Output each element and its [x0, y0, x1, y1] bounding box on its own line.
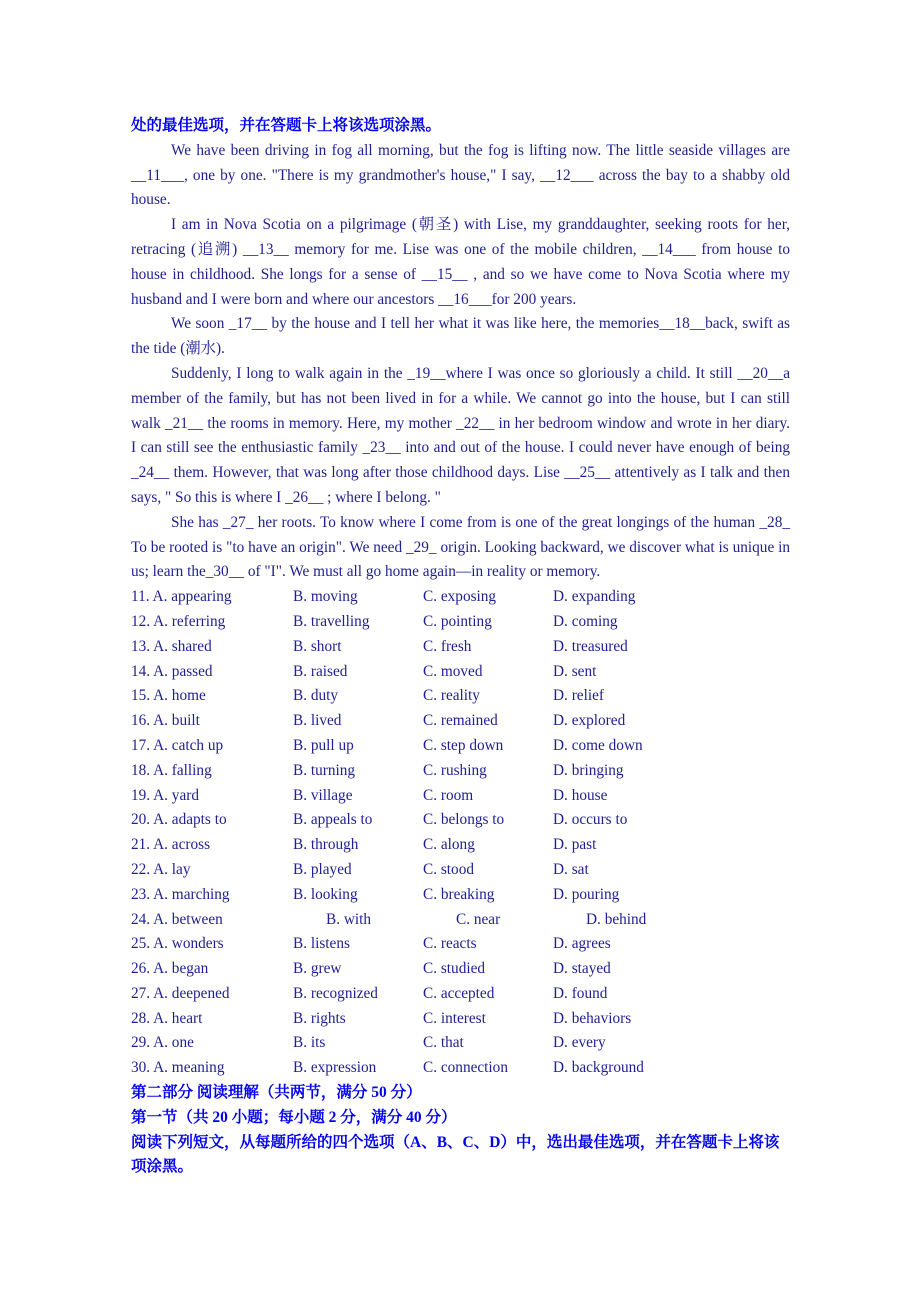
- option-d: D. relief: [553, 687, 604, 705]
- option-c: C. accepted: [423, 984, 495, 1002]
- option-d: D. found: [553, 984, 608, 1002]
- option-c: C. reality: [423, 687, 480, 705]
- option-c: C. connection: [423, 1059, 508, 1077]
- option-a: 19. A. yard: [131, 786, 199, 804]
- question-16-options: [131, 709, 790, 734]
- question-29-options: [131, 1031, 790, 1056]
- question-27-options: [131, 982, 790, 1007]
- option-b: B. raised: [293, 662, 348, 680]
- option-d: D. sat: [553, 860, 589, 878]
- option-b: B. appeals to: [293, 811, 373, 829]
- option-a: 16. A. built: [131, 712, 200, 730]
- option-d: D. occurs to: [553, 811, 628, 829]
- option-c: C. belongs to: [423, 811, 505, 829]
- question-22-options: [131, 858, 790, 883]
- question-19-options: [131, 784, 790, 809]
- option-a: 23. A. marching: [131, 885, 230, 903]
- question-15-options: [131, 684, 790, 709]
- options-list: [131, 585, 790, 1081]
- option-b: B. with: [326, 910, 372, 928]
- page-content: [131, 114, 790, 1180]
- passage-paragraph-1: We have been driving in fog all morning, but the fog is lifting now. The little seaside villages are __11___, one by one. "There is my grandmother's house," I say, __12___ across the bay to a shabby old house.: [131, 141, 790, 209]
- option-b: B. listens: [293, 935, 350, 953]
- option-a: 15. A. home: [131, 687, 206, 705]
- option-a: 26. A. began: [131, 960, 209, 978]
- option-d: D. sent: [553, 662, 597, 680]
- option-d: D. treasured: [553, 637, 628, 655]
- option-a: 24. A. between: [131, 910, 223, 928]
- option-d: D. agrees: [553, 935, 611, 953]
- option-a: 20. A. adapts to: [131, 811, 227, 829]
- option-c: C. along: [423, 836, 475, 854]
- option-a: 29. A. one: [131, 1034, 194, 1052]
- question-17-options: [131, 734, 790, 759]
- section-2-part-1-title: 第一节（共 20 小题；每小题 2 分，满分 40 分）: [131, 1108, 457, 1126]
- option-c: C. room: [423, 786, 474, 804]
- question-30-options: [131, 1056, 790, 1081]
- option-b: B. played: [293, 860, 352, 878]
- option-b: B. moving: [293, 588, 358, 606]
- option-a: 11. A. appearing: [131, 588, 232, 606]
- question-12-options: [131, 610, 790, 635]
- question-20-options: [131, 808, 790, 833]
- option-a: 18. A. falling: [131, 761, 212, 779]
- option-b: B. duty: [293, 687, 339, 705]
- option-b: B. turning: [293, 761, 356, 779]
- passage-paragraph-5: She has _27_ her roots. To know where I come from is one of the great longings of the human _28_ To be rooted is "to have an origin". We need _29_ origin. Looking backward, we discover what is unique in us; learn the_30__ of "I". We must all go home again—in reality or memory.: [131, 513, 790, 581]
- option-d: D. past: [553, 836, 597, 854]
- option-a: 28. A. heart: [131, 1009, 203, 1027]
- option-a: 17. A. catch up: [131, 736, 224, 754]
- question-13-options: [131, 635, 790, 660]
- option-c: C. moved: [423, 662, 483, 680]
- question-28-options: [131, 1007, 790, 1032]
- option-b: B. rights: [293, 1009, 346, 1027]
- section-2-title: 第二部分 阅读理解（共两节，满分 50 分）: [131, 1084, 422, 1102]
- option-d: D. come down: [553, 736, 643, 754]
- passage-paragraph-4: Suddenly, I long to walk again in the _19__where I was once so gloriously a child. It still __20__a member of the family, but has not been lived in for a while. We cannot go into the house, but I can still walk _21__ the rooms in memory. Here, my mother _22__ in her bedroom window and wrote in her diary. I can still see the enthusiastic family _23__ into and out of the house. I could never have enough of being _24__ them. However, that was long after those childhood days. Lise __25__ attentively as I talk and then says, " So this is where I _26__ ; where I belong. ": [131, 364, 790, 506]
- option-a: 27. A. deepened: [131, 984, 230, 1002]
- option-b: B. travelling: [293, 612, 370, 630]
- option-c: C. interest: [423, 1009, 486, 1027]
- option-d: D. coming: [553, 612, 618, 630]
- option-d: D. background: [553, 1059, 644, 1077]
- option-c: C. step down: [423, 736, 504, 754]
- option-a: 25. A. wonders: [131, 935, 224, 953]
- option-c: C. near: [456, 910, 501, 928]
- option-b: B. recognized: [293, 984, 378, 1002]
- question-21-options: [131, 833, 790, 858]
- option-d: D. expanding: [553, 588, 636, 606]
- option-b: B. through: [293, 836, 359, 854]
- option-b: B. grew: [293, 960, 342, 978]
- option-d: D. every: [553, 1034, 606, 1052]
- option-a: 21. A. across: [131, 836, 211, 854]
- option-c: C. fresh: [423, 637, 472, 655]
- question-14-options: [131, 660, 790, 685]
- option-b: B. expression: [293, 1059, 377, 1077]
- option-c: C. stood: [423, 860, 474, 878]
- option-c: C. that: [423, 1034, 464, 1052]
- instruction-tail: 处的最佳选项，并在答题卡上将该选项涂黑。: [131, 117, 442, 134]
- option-d: D. behind: [586, 910, 647, 928]
- passage-paragraph-2: I am in Nova Scotia on a pilgrimage (朝圣) with Lise, my granddaughter, seeking roots for her, retracing (追溯) __13__ memory for me. Lise was one of the mobile children, __14___ from house to house in childhood. She longs for a sense of __15__ , and so we have come to Nova Scotia where my husband and I were born and where our ancestors __16___for 200 years.: [131, 216, 790, 308]
- option-b: B. short: [293, 637, 342, 655]
- option-c: C. reacts: [423, 935, 477, 953]
- option-a: 22. A. lay: [131, 860, 191, 878]
- section-2-instructions: 阅读下列短文，从每题所给的四个选项（A、B、C、D）中，选出最佳选项，并在答题卡上将该项涂黑。: [131, 1133, 780, 1176]
- option-b: B. its: [293, 1034, 326, 1052]
- question-18-options: [131, 759, 790, 784]
- question-23-options: [131, 883, 790, 908]
- option-c: C. pointing: [423, 612, 492, 630]
- option-d: D. behaviors: [553, 1009, 632, 1027]
- option-c: C. breaking: [423, 885, 495, 903]
- option-c: C. remained: [423, 712, 498, 730]
- question-25-options: [131, 932, 790, 957]
- option-a: 30. A. meaning: [131, 1059, 225, 1077]
- option-d: D. stayed: [553, 960, 611, 978]
- option-b: B. pull up: [293, 736, 354, 754]
- passage-paragraph-3: We soon _17__ by the house and I tell her what it was like here, the memories__18__back, swift as the tide (潮水).: [131, 315, 790, 358]
- option-a: 13. A. shared: [131, 637, 212, 655]
- option-b: B. village: [293, 786, 353, 804]
- option-d: D. house: [553, 786, 608, 804]
- option-b: B. lived: [293, 712, 342, 730]
- option-a: 14. A. passed: [131, 662, 213, 680]
- question-26-options: [131, 957, 790, 982]
- option-c: C. studied: [423, 960, 486, 978]
- question-24-options: [131, 908, 790, 933]
- option-d: D. pouring: [553, 885, 620, 903]
- option-d: D. bringing: [553, 761, 624, 779]
- option-c: C. rushing: [423, 761, 487, 779]
- option-b: B. looking: [293, 885, 358, 903]
- question-11-options: [131, 585, 790, 610]
- option-d: D. explored: [553, 712, 626, 730]
- option-a: 12. A. referring: [131, 612, 226, 630]
- option-c: C. exposing: [423, 588, 497, 606]
